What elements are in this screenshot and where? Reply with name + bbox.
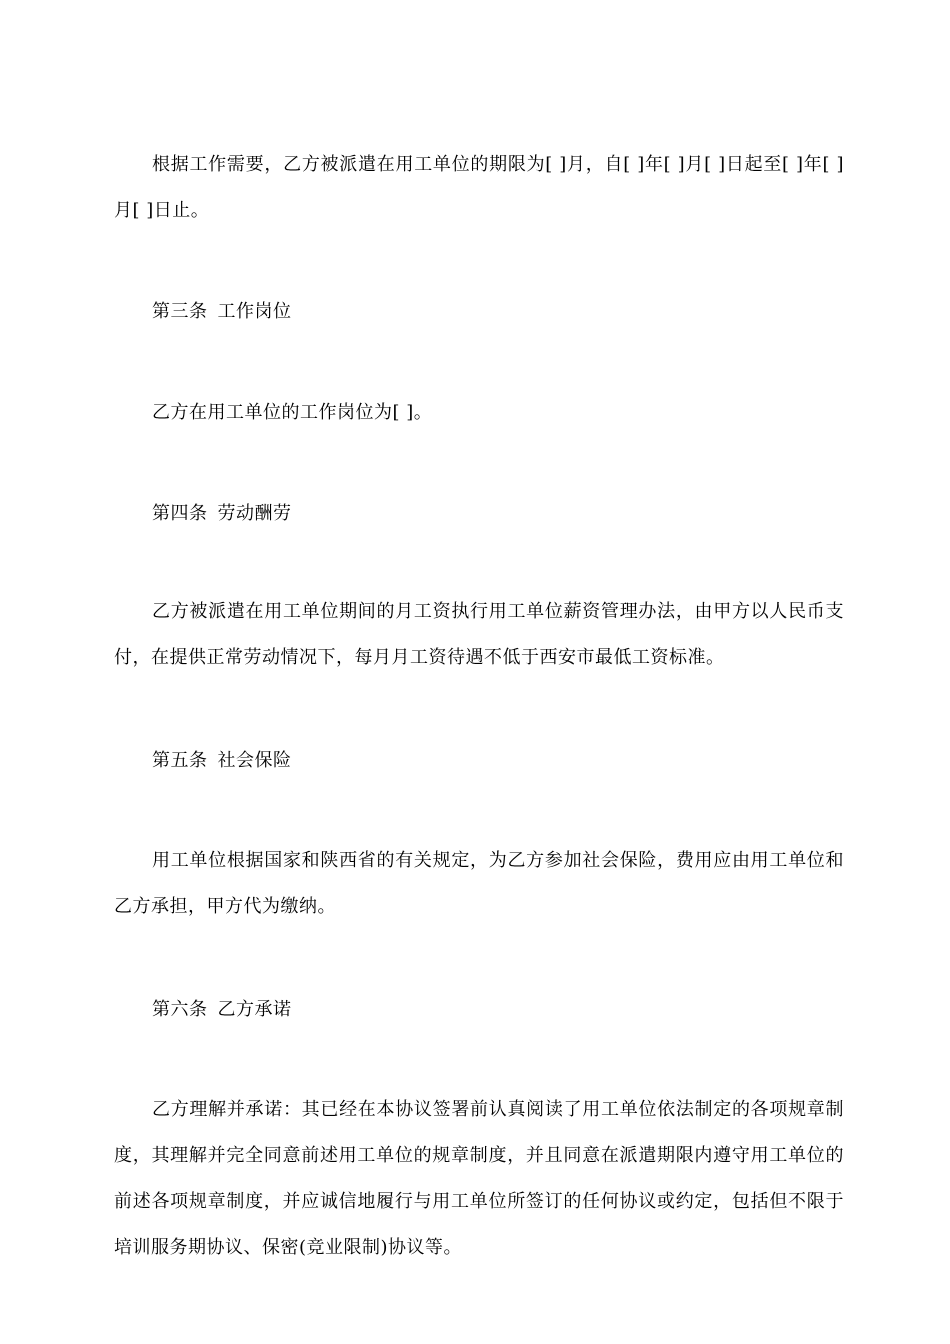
article-5-number: 第五条 bbox=[152, 750, 208, 771]
paragraph-social-insurance: 用工单位根据国家和陕西省的有关规定，为乙方参加社会保险，费用应由用工单位和乙方承担，甲方代为缴纳。 bbox=[114, 850, 844, 917]
article-6-title: 乙方承诺 bbox=[217, 999, 292, 1020]
article-3-number: 第三条 bbox=[152, 301, 208, 322]
article-5-heading bbox=[152, 738, 292, 784]
article-3-title: 工作岗位 bbox=[217, 301, 292, 322]
article-3-heading bbox=[152, 289, 292, 335]
paragraph-dispatch-term: 根据工作需要，乙方被派遣在用工单位的期限为[ ]月，自[ ]年[ ]月[ ]日起至[ ]年[ ]月[ ]日止。 bbox=[114, 154, 844, 221]
paragraph-remuneration: 乙方被派遣在用工单位期间的月工资执行用工单位薪资管理办法，由甲方以人民币支付，在提供正常劳动情况下，每月月工资待遇不低于西安市最低工资标准。 bbox=[114, 601, 844, 668]
article-6-heading bbox=[152, 987, 292, 1033]
paragraph-commitment: 乙方理解并承诺：其已经在本协议签署前认真阅读了用工单位依法制定的各项规章制度，其理解并完全同意前述用工单位的规章制度，并且同意在派遣期限内遵守用工单位的前述各项规章制度，并应诚信地履行与用工单位所签订的任何协议或约定，包括但不限于培训服务期协议、保密(竞业限制)协议等。 bbox=[114, 1099, 844, 1258]
article-6-number: 第六条 bbox=[152, 999, 208, 1020]
article-4-heading bbox=[152, 491, 292, 537]
paragraph-work-post: 乙方在用工单位的工作岗位为[ ]。 bbox=[152, 402, 433, 423]
article-5-title: 社会保险 bbox=[217, 750, 292, 771]
article-4-number: 第四条 bbox=[152, 503, 208, 524]
article-4-title: 劳动酬劳 bbox=[217, 503, 292, 524]
